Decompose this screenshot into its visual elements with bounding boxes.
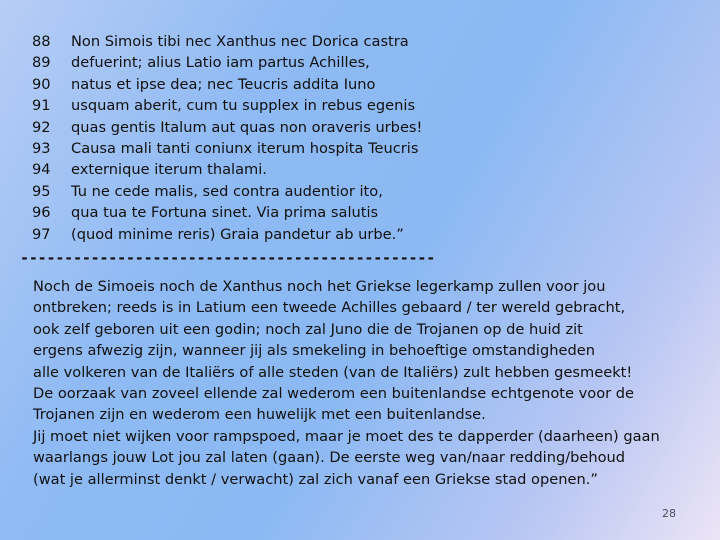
dutch-translation-block — [33, 276, 693, 490]
latin-verse: usquam aberit, cum tu supplex in rebus egenis — [71, 97, 416, 115]
translation-line: Noch de Simoeis noch de Xanthus noch het Griekse legerkamp zullen voor jou — [33, 278, 606, 295]
latin-line — [32, 52, 422, 73]
latin-verse: natus et ipse dea; nec Teucris addita Iuno — [71, 75, 376, 93]
line-number: 96 — [32, 204, 51, 222]
latin-line — [32, 95, 422, 116]
translation-line: Jij moet niet wijken voor rampspoed, maar je moet des te dapperder (daarheen) gaan — [33, 427, 660, 445]
latin-line — [32, 202, 422, 223]
latin-verse: Causa mali tanti coniunx iterum hospita Teucris — [71, 140, 419, 158]
translation-line: De oorzaak van zoveel ellende zal wederom een buitenlandse echtgenote voor de — [33, 385, 635, 403]
line-number: 94 — [32, 161, 51, 179]
latin-line — [32, 117, 422, 138]
latin-verse: (quod minime reris) Graia pandetur ab urbe.” — [71, 225, 404, 243]
translation-line: ook zelf geboren uit een godin; noch zal Juno die de Trojanen op de huid zit — [33, 320, 583, 338]
latin-line — [32, 159, 422, 180]
line-number: 97 — [32, 225, 51, 243]
translation-line: (wat je allerminst denkt / verwacht) zal zich vanaf een Griekse stad openen.” — [33, 470, 598, 488]
line-number: 90 — [32, 75, 51, 93]
line-number: 95 — [32, 182, 51, 200]
latin-verse: qua tua te Fortuna sinet. Via prima salutis — [71, 204, 379, 222]
latin-line — [32, 224, 422, 245]
line-number: 89 — [32, 54, 51, 72]
translation-line: ergens afwezig zijn, wanneer jij als smekeling in behoeftige omstandigheden — [33, 342, 595, 360]
line-number: 93 — [32, 140, 51, 158]
latin-verse: Tu ne cede malis, sed contra audentior ito, — [71, 182, 383, 200]
latin-verse: quas gentis Italum aut quas non oraveris urbes! — [71, 118, 423, 136]
translation-line: waarlangs jouw Lot jou zal laten (gaan). De eerste weg van/naar redding/behoud — [33, 449, 626, 467]
line-number: 88 — [32, 33, 51, 50]
latin-line — [32, 181, 422, 202]
line-number: 91 — [32, 97, 51, 115]
latin-verse: defuerint; alius Latio iam partus Achilles, — [71, 54, 370, 72]
translation-line: ontbreken; reeds is in Latium een tweede Achilles gebaard / ter wereld gebracht, — [33, 299, 626, 317]
line-number: 92 — [32, 118, 51, 136]
latin-line — [32, 138, 422, 159]
translation-line: alle volkeren van de Italiërs of alle steden (van de Italiërs) zult hebben gesmeekt! — [33, 363, 633, 381]
latin-verse: externique iterum thalami. — [71, 161, 267, 179]
dashed-divider: ----------------------------------------------- — [20, 249, 436, 267]
latin-verse: Non Simois tibi nec Xanthus nec Dorica castra — [71, 33, 409, 50]
latin-text-block — [32, 31, 422, 245]
latin-line — [32, 31, 422, 52]
latin-line — [32, 74, 422, 95]
page-number: 28 — [662, 507, 676, 520]
translation-line: Trojanen zijn en wederom een huwelijk met een buitenlandse. — [33, 406, 486, 424]
